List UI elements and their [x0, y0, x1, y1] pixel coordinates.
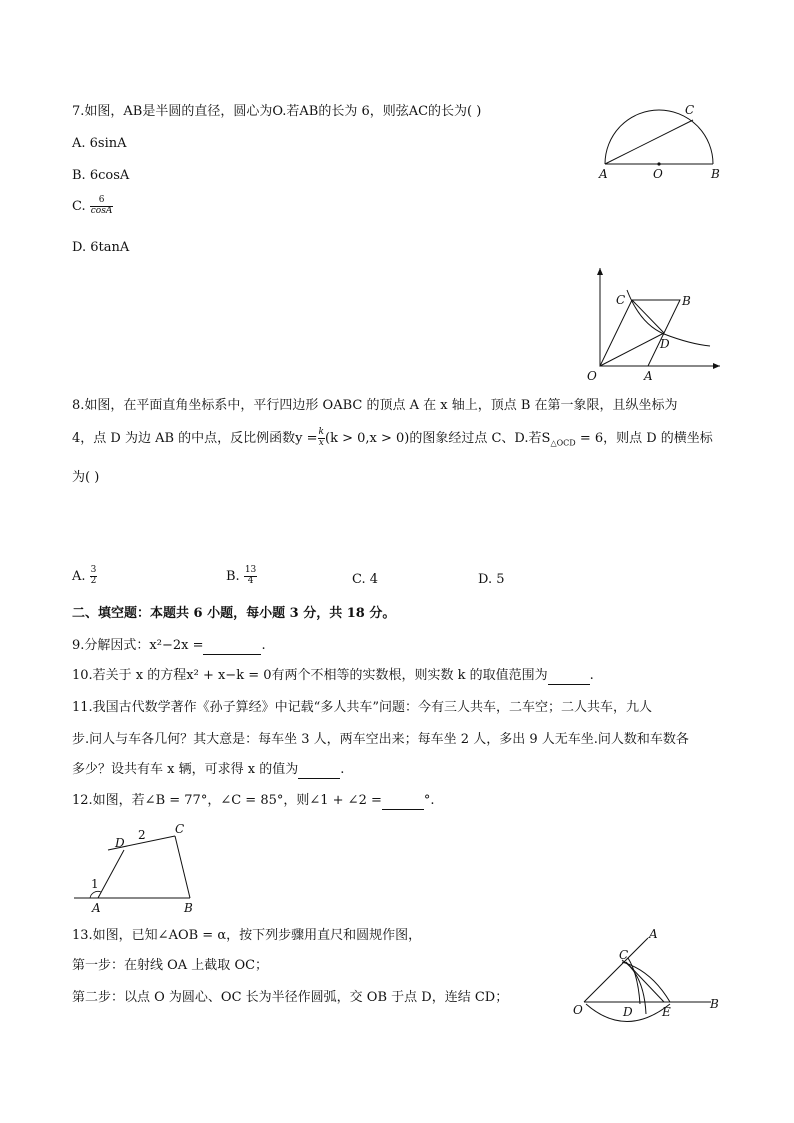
- q11-end: .: [340, 762, 345, 777]
- section-2-title: 二、填空题：本题共 6 小题，每小题 3 分，共 18 分。: [72, 606, 396, 621]
- q12-quadrilateral-figure: [70, 818, 210, 918]
- q13-step2: 第二步：以点 O 为圆心、OC 长为半径作圆弧，交 OB 于点 D，连结 CD；: [72, 990, 509, 1005]
- q8-line2: [72, 428, 713, 449]
- q8-option-b-numerator: 13: [244, 565, 257, 575]
- q12-label-b: B: [184, 901, 193, 914]
- q8-function-fraction: [318, 428, 325, 449]
- q13-label-e: E: [662, 1005, 671, 1019]
- q8-option-b: [226, 566, 257, 587]
- q10-text: 10.若关于 x 的方程x² + x−k = 0有两个不相等的实数根，则实数 k 的取值范围为: [72, 668, 548, 683]
- q7-option-c-denominator: cosA: [90, 205, 113, 216]
- q8-label-d: D: [660, 337, 670, 351]
- q8-line2-part-a: 4，点 D 为边 AB 的中点，反比例函数y =: [72, 430, 318, 446]
- q7-label-c: C: [685, 103, 695, 117]
- q12-angle-1-label: 1: [91, 877, 99, 891]
- q11-line3: [72, 762, 344, 779]
- q13-label-a: A: [649, 927, 658, 941]
- q8-option-a-numerator: 3: [90, 565, 97, 575]
- q7-label-a: A: [599, 167, 608, 181]
- q8-option-a-fraction: [90, 566, 98, 587]
- q13-label-b: B: [710, 997, 719, 1011]
- q9-answer-blank[interactable]: [203, 638, 261, 655]
- q13-line1: 13.如图，已知∠AOB = α，按下列步骤用直尺和圆规作图，: [72, 928, 422, 943]
- q11-line1: 11.我国古代数学著作《孙子算经》中记载“多人共车”问题：今有三人共车，二车空；二人共车，九人: [72, 700, 652, 715]
- q8-option-a-prefix: A.: [72, 568, 86, 584]
- q7-option-b: B. 6cosA: [72, 168, 130, 183]
- q13-construction-figure: [566, 924, 736, 1032]
- q10-line: [72, 668, 594, 685]
- q8-option-a-denominator: 2: [90, 575, 97, 586]
- q11-line2: 步.问人与车各几何？其大意是：每车坐 3 人，两车空出来；每车坐 2 人，多出 9 人无车坐.问人数和车数各: [72, 732, 689, 747]
- q9-line: [72, 638, 266, 655]
- q9-text: 9.分解因式：x²−2x =: [72, 638, 204, 653]
- q8-label-c: C: [616, 293, 626, 307]
- q7-option-a: A. 6sinA: [72, 136, 127, 151]
- q12-label-c: C: [175, 822, 185, 836]
- q8-option-d: D. 5: [478, 572, 505, 587]
- q8-line2-part-c: = 6，则点 D 的横坐标: [575, 430, 713, 446]
- q7-option-c-numerator: 6: [90, 196, 114, 207]
- q7-option-c: [72, 196, 113, 217]
- q9-end: .: [261, 638, 266, 653]
- q7-option-c-fraction: [90, 196, 114, 217]
- q8-coordinate-figure: [580, 262, 730, 391]
- q8-line1: 8.如图，在平面直角坐标系中，平行四边形 OABC 的顶点 A 在 x 轴上，顶点 B 在第一象限，且纵坐标为: [72, 398, 678, 413]
- q10-answer-blank[interactable]: [548, 668, 590, 685]
- q12-text: 12.如图，若∠B = 77°，∠C = 85°，则∠1 + ∠2 =: [72, 793, 382, 808]
- q8-option-b-prefix: B.: [226, 568, 240, 584]
- q7-semicircle-figure: [590, 96, 740, 190]
- q7-label-o: O: [653, 167, 663, 181]
- q8-fraction-denominator: x: [318, 437, 324, 448]
- q7-stem: 7.如图，AB是半圆的直径，圆心为O.若AB的长为 6，则弦AC的长为( ): [72, 104, 482, 119]
- q13-label-o: O: [573, 1003, 583, 1017]
- q8-option-b-denominator: 4: [247, 575, 254, 586]
- q13-label-d: D: [623, 1005, 633, 1019]
- q8-label-a: A: [644, 369, 653, 383]
- q11-answer-blank[interactable]: [298, 762, 340, 779]
- q8-option-b-fraction: [244, 566, 257, 587]
- q8-fraction-numerator: k: [318, 427, 325, 437]
- q8-line3: 为( ): [72, 470, 100, 485]
- q11-line3-text: 多少？设共有车 x 辆，可求得 x 的值为: [72, 762, 299, 777]
- q8-label-b: B: [682, 294, 691, 308]
- q13-step1: 第一步：在射线 OA 上截取 OC；: [72, 958, 269, 973]
- q12-angle-2-label: 2: [138, 828, 146, 842]
- q7-label-b: B: [711, 167, 720, 181]
- q7-option-c-prefix: C.: [72, 198, 86, 214]
- q8-area-subscript: △OCD: [550, 438, 576, 448]
- q12-label-d: D: [115, 836, 125, 850]
- q8-option-a: [72, 566, 97, 587]
- q10-end: .: [589, 668, 594, 683]
- q12-answer-blank[interactable]: [382, 793, 424, 810]
- q12-line: [72, 793, 435, 810]
- q12-label-a: A: [92, 901, 101, 914]
- q13-label-c: C: [619, 948, 629, 962]
- q8-label-o: O: [587, 369, 597, 383]
- q7-option-d: D. 6tanA: [72, 240, 130, 255]
- q8-option-c: C. 4: [352, 572, 379, 587]
- q12-end: °.: [423, 793, 435, 808]
- q8-line2-part-b: (k > 0,x > 0)的图象经过点 C、D.若S: [325, 430, 551, 446]
